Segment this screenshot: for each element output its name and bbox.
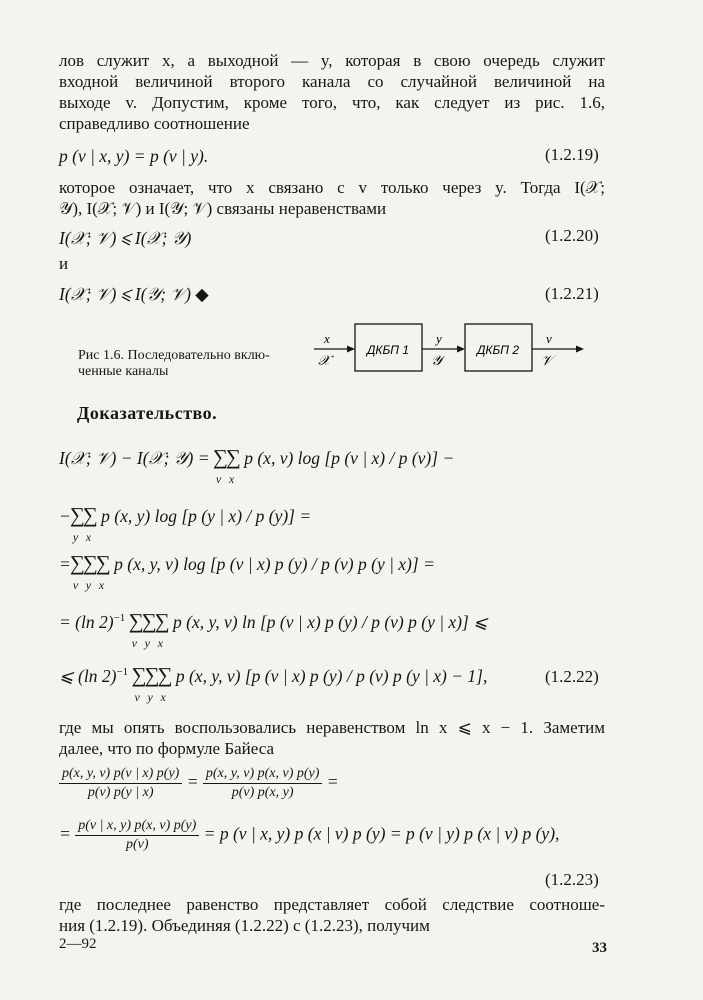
- proof-term: p (x, y, v) ln [p (v | x) p (y) / p (v) p (y | x)] ⩽: [173, 612, 488, 632]
- proof-lead: ⩽ (ln 2): [59, 666, 117, 686]
- arrowhead-icon: [576, 346, 584, 353]
- equation-number: (1.2.23): [545, 870, 599, 889]
- equation-1-2-21: I(𝒳; 𝒱) ⩽ I(𝒴; 𝒱) ◆: [59, 284, 209, 304]
- paragraph: [59, 717, 605, 759]
- sum-symbol: ∑ x: [157, 663, 173, 704]
- equals-sign: =: [59, 823, 71, 844]
- text-line: лов служит x, а выходной — y, которая в свою очередь служит: [59, 51, 605, 70]
- sum-symbol: ∑ y: [82, 551, 98, 592]
- fraction: $\frac{p(x, y, v) p(x, v) p(y)}{p(v) p(x, y)}$: [203, 766, 322, 801]
- input-label-bottom: 𝒳: [318, 354, 331, 369]
- block-2-label: ДКБП 2: [476, 343, 520, 357]
- proof-line-3: [59, 551, 435, 592]
- proof-lead: =: [59, 554, 71, 574]
- equation-number: (1.2.20): [545, 226, 599, 245]
- intro-paragraph: [59, 50, 605, 134]
- proof-lhs: I(𝒳; 𝒱) − I(𝒳; 𝒴) =: [59, 448, 210, 468]
- proof-line-2: [59, 503, 312, 544]
- proof-term: p (x, y) log [p (y | x) / p (y)] =: [101, 506, 312, 526]
- output-label-bottom: 𝒱: [541, 354, 553, 369]
- caption-line: Рис 1.6. Последовательно вклю-: [78, 348, 270, 363]
- equation-number: (1.2.22): [545, 667, 599, 686]
- paragraph: [59, 177, 605, 219]
- arrowhead-icon: [347, 346, 355, 353]
- sum-symbol: ∑ y: [141, 609, 157, 650]
- proof-lead: = (ln 2): [59, 612, 114, 632]
- figure-caption: [78, 348, 308, 380]
- equals-sign: =: [186, 771, 199, 792]
- exponent: −1: [116, 666, 129, 679]
- proof-term: p (x, v) log [p (v | x) / p (v)] −: [244, 448, 455, 468]
- output-label-top: v: [546, 331, 552, 346]
- arrowhead-icon: [457, 346, 465, 353]
- equation-1-2-20: I(𝒳; 𝒱) ⩽ I(𝒳; 𝒴): [59, 228, 192, 248]
- text-line: далее, что по формуле Байеса: [59, 739, 274, 758]
- equals-sign: =: [326, 771, 339, 792]
- middle-label-bottom: 𝒴: [431, 354, 442, 369]
- sum-symbol: ∑ x: [95, 551, 111, 592]
- text-line: 𝒴), I(𝒳; 𝒱) и I(𝒴; 𝒱) связаны неравенствами: [59, 199, 387, 218]
- sum-symbol: ∑ x: [82, 503, 98, 544]
- text-line: ния (1.2.19). Объединяя (1.2.22) с (1.2.23), получим: [59, 916, 430, 935]
- proof-term: p (x, y, v) log [p (v | x) p (y) / p (v) p (y | x)] =: [114, 554, 435, 574]
- fraction: $\frac{p(v | x, y) p(x, v) p(y)}{p(v)}$: [75, 818, 199, 853]
- proof-term: p (x, y, v) [p (v | x) p (y) / p (v) p (y | x) − 1],: [175, 666, 488, 686]
- sum-symbol: ∑ x: [154, 609, 170, 650]
- sum-symbol: ∑ y: [69, 503, 85, 544]
- channel-diagram: [300, 318, 600, 380]
- sum-symbol: ∑ v: [69, 551, 85, 592]
- sum-symbol: ∑ x: [225, 445, 241, 486]
- input-label-top: x: [324, 331, 330, 346]
- proof-lead: −: [59, 506, 71, 526]
- text-line: где последнее равенство представляет собой следствие соотноше-: [59, 895, 605, 914]
- page-number: 33: [592, 940, 607, 956]
- bayes-tail: = p (v | x, y) p (x | v) p (y) = p (v | y) p (x | v) p (y),: [203, 823, 560, 844]
- proof-line-4: [59, 609, 488, 650]
- block-1-label: ДКБП 1: [366, 343, 410, 357]
- proof-line-5: [59, 663, 488, 704]
- text-line: справедливо соотношение: [59, 114, 250, 133]
- text-line: выходе v. Допустим, кроме того, что, как следует из рис. 1.6,: [59, 93, 605, 112]
- middle-label-top: y: [436, 331, 442, 346]
- sum-symbol: ∑ y: [144, 663, 160, 704]
- exponent: −1: [113, 612, 126, 625]
- text-line: которое означает, что x связано с v только через y. Тогда I(𝒳;: [59, 178, 605, 197]
- proof-heading: Доказательство.: [77, 403, 218, 423]
- sum-symbol: ∑ v: [212, 445, 228, 486]
- equation-1-2-19: p (v | x, y) = p (v | y).: [59, 146, 209, 166]
- fraction: $\frac{p(x, y, v) p(v | x) p(y)}{p(v) p(y | x)}$: [59, 766, 182, 801]
- text-line: где мы опять воспользовались неравенством ln x ⩽ x − 1. Заметим: [59, 718, 605, 737]
- text-line: входной величиной второго канала со случайной величиной на: [59, 72, 605, 91]
- conjunction: и: [59, 254, 69, 273]
- caption-line: ченные каналы: [78, 364, 169, 379]
- signature-mark: 2—92: [59, 936, 97, 952]
- proof-line-1: [59, 445, 455, 486]
- paragraph: [59, 894, 605, 936]
- equation-number: (1.2.21): [545, 284, 599, 303]
- sum-symbol: ∑ v: [131, 663, 147, 704]
- equation-number: (1.2.19): [545, 145, 599, 164]
- bayes-line-1: [59, 766, 339, 801]
- sum-symbol: ∑ v: [128, 609, 144, 650]
- bayes-line-2: [59, 818, 559, 853]
